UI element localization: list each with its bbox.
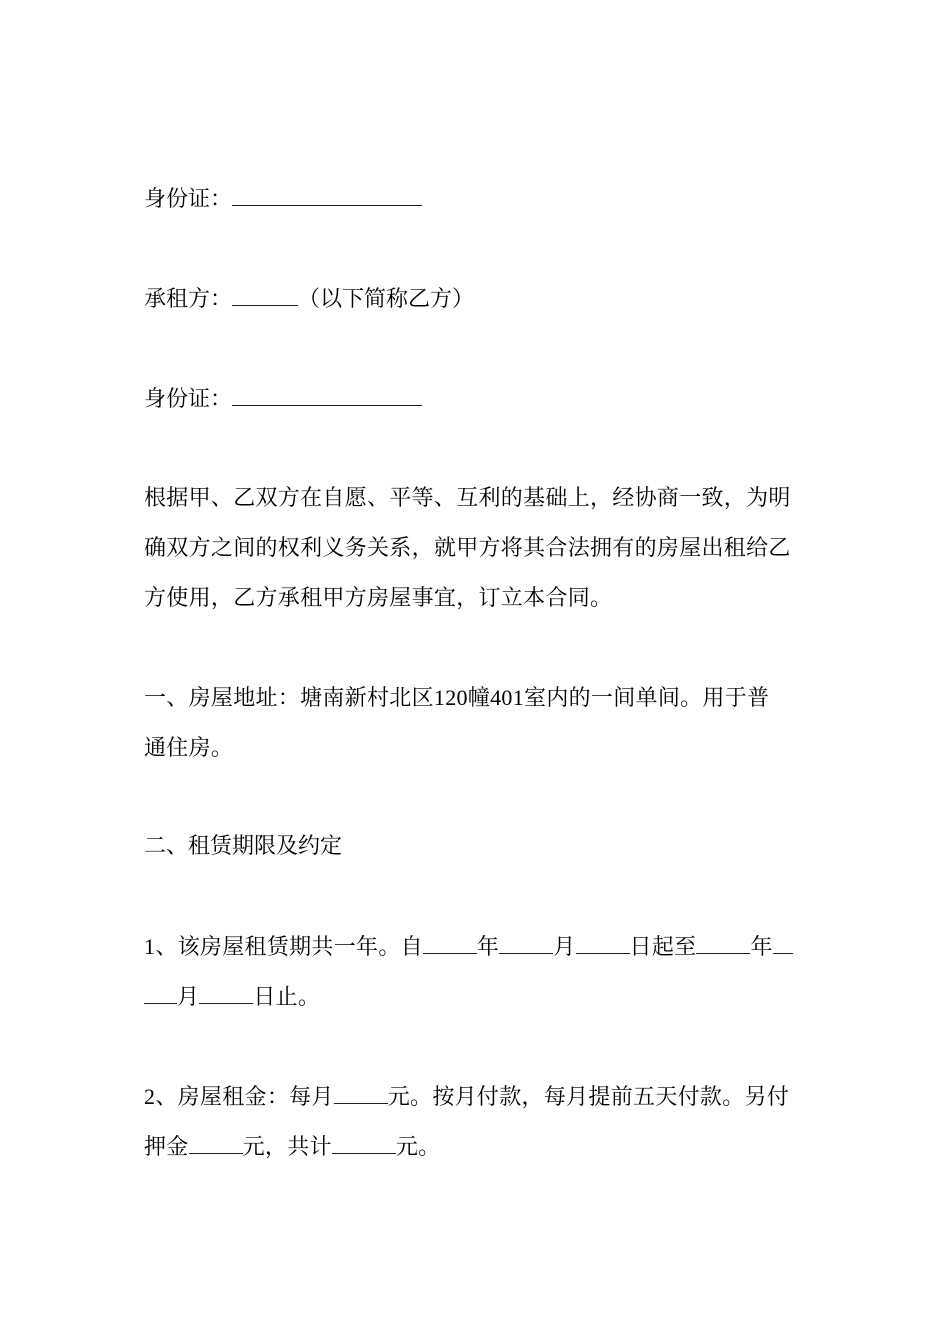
tenant-note: （以下简称乙方） (298, 287, 475, 312)
month-label: 月 (177, 985, 200, 1010)
deposit-blank (189, 1135, 243, 1154)
clause-line (144, 1072, 808, 1123)
tenant-label: 承租方： (144, 287, 233, 312)
clause-number: 1 (144, 934, 156, 959)
start-day-blank (576, 935, 630, 954)
clause-line (144, 1123, 808, 1173)
address-line-2: 通住房。 (144, 736, 234, 761)
address-suffix: 室内的一间单间。用于普 (524, 686, 770, 711)
clause-text: 、房屋租金：每月 (155, 1085, 334, 1110)
year-label: 年 (750, 935, 773, 960)
clause-text: 元。 (395, 1135, 441, 1160)
day-label: 日起至 (629, 935, 697, 960)
deposit-label: 押金 (144, 1135, 189, 1160)
clause-number: 2 (144, 1084, 156, 1109)
building-unit: 幢 (467, 686, 491, 711)
building-number: 120 (433, 685, 468, 710)
preamble-paragraph (144, 474, 808, 624)
year-label: 年 (476, 935, 500, 960)
id-card-field-1 (144, 187, 422, 213)
preamble-line: 确双方之间的权利义务关系，就甲方将其合法拥有的房屋出租给乙 (144, 536, 791, 561)
id-card-label: 身份证： (144, 387, 233, 412)
start-year-blank (423, 935, 477, 954)
clause-text: 元。按月付款，每月提前五天付款。另付 (387, 1085, 790, 1110)
room-number: 401 (490, 685, 525, 710)
id-card-label: 身份证： (144, 187, 233, 212)
clause-rent (144, 1072, 808, 1173)
end-month-blank-start (773, 935, 793, 954)
start-month-blank (499, 935, 553, 954)
clause-lease-term (144, 922, 808, 1023)
monthly-rent-blank (334, 1085, 388, 1104)
clause-line (144, 973, 808, 1023)
preamble-line: 根据甲、乙双方在自愿、平等、互利的基础上，经协商一致，为明 (144, 486, 791, 511)
address-line (144, 673, 808, 724)
end-year-blank (696, 935, 750, 954)
month-label: 月 (553, 935, 576, 960)
preamble-line: 方使用，乙方承租甲方房屋事宜，订立本合同。 (144, 586, 613, 611)
end-month-blank-end (144, 985, 177, 1004)
section-heading: 二、租赁期限及约定 (144, 834, 343, 859)
section-address (144, 673, 808, 774)
total-blank (332, 1135, 396, 1154)
tenant-field (144, 287, 474, 313)
clause-text: 元，共计 (242, 1135, 332, 1160)
day-label: 日止。 (253, 985, 321, 1010)
clause-text: 、该房屋租赁期共一年。自 (155, 935, 423, 960)
clause-line (144, 922, 808, 973)
id-card-field-2 (144, 387, 422, 413)
id-card-blank (232, 187, 422, 206)
end-day-blank (199, 985, 253, 1004)
address-prefix: 一、房屋地址：塘南新村北区 (144, 686, 434, 711)
tenant-name-blank (232, 287, 298, 306)
id-card-blank (232, 387, 422, 406)
